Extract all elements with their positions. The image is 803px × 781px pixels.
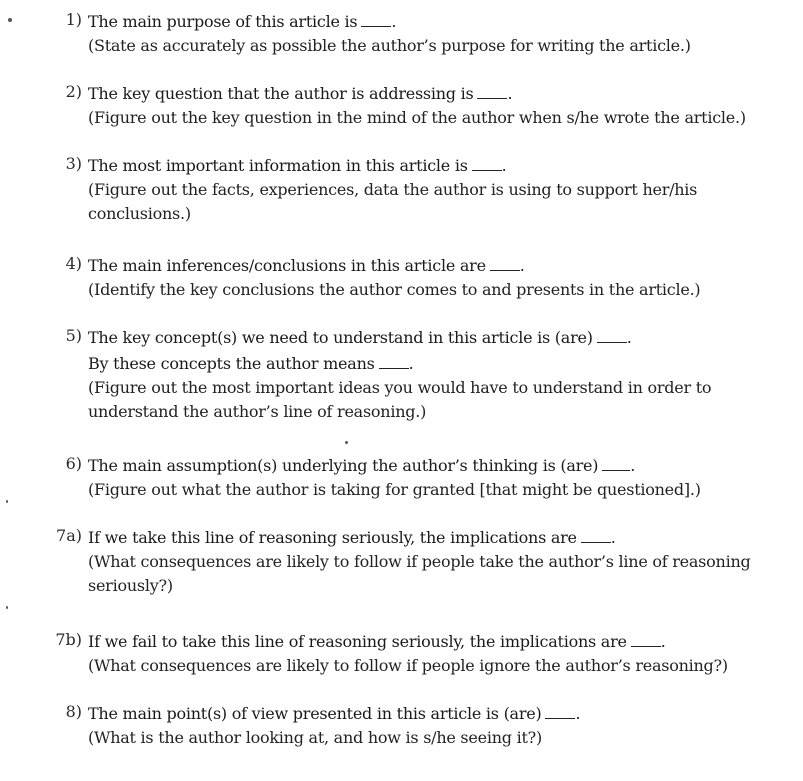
prompt-period: . <box>630 456 636 475</box>
question-prompt: The main purpose of this article is <box>88 12 358 31</box>
prompt-period: . <box>501 156 507 175</box>
question-prompt-line <box>88 700 800 726</box>
question-number: 7a) <box>56 526 82 545</box>
question-prompt: The main point(s) of view presented in this article is (are) <box>88 704 542 723</box>
scan-speck <box>6 500 8 503</box>
question-prompt-2: By these concepts the author means <box>88 354 375 373</box>
question-prompt: The key concept(s) we need to understand in this article is (are) <box>88 328 593 347</box>
scan-speck <box>8 18 12 22</box>
prompt-period: . <box>519 256 525 275</box>
answer-blank[interactable] <box>472 152 502 171</box>
question-hint: (What consequences are likely to follow if people ignore the author’s reasoning?) <box>88 656 728 675</box>
question-hint: (Identify the key conclusions the author comes to and presents in the article.) <box>88 280 701 299</box>
answer-blank[interactable] <box>631 628 661 647</box>
question-prompt-line-2 <box>88 350 800 376</box>
question-number: 7b) <box>55 630 82 649</box>
question-hint: (Figure out what the author is taking for granted [that might be questioned].) <box>88 480 701 499</box>
answer-blank[interactable] <box>490 252 520 271</box>
question-hint: seriously?) <box>88 576 173 595</box>
question-prompt-line <box>88 524 800 550</box>
question-prompt: If we fail to take this line of reasoning seriously, the implications are <box>88 632 627 651</box>
question-prompt: The key question that the author is addressing is <box>88 84 474 103</box>
question-hint: (What is the author looking at, and how is s/he seeing it?) <box>88 728 542 747</box>
prompt-period: . <box>660 632 666 651</box>
question-number: 4) <box>65 254 82 273</box>
question-prompt: If we take this line of reasoning seriously, the implications are <box>88 528 577 547</box>
question-number: 6) <box>65 454 82 473</box>
prompt-period-2: . <box>408 354 414 373</box>
question-number: 5) <box>65 326 82 345</box>
question-prompt-line <box>88 152 800 178</box>
answer-blank[interactable] <box>477 80 507 99</box>
question-hint: (State as accurately as possible the author’s purpose for writing the article.) <box>88 36 691 55</box>
answer-blank[interactable] <box>581 524 611 543</box>
question-number: 1) <box>65 10 82 29</box>
question-number: 3) <box>65 154 82 173</box>
question-hint: conclusions.) <box>88 204 191 223</box>
question-hint: (Figure out the key question in the mind of the author when s/he wrote the article.) <box>88 108 746 127</box>
question-prompt-line <box>88 628 800 654</box>
answer-blank[interactable] <box>361 8 391 27</box>
question-number: 8) <box>65 702 82 721</box>
scan-speck <box>6 606 8 609</box>
prompt-period: . <box>575 704 581 723</box>
question-prompt-line <box>88 80 800 106</box>
question-prompt: The most important information in this article is <box>88 156 468 175</box>
question-prompt-line <box>88 452 800 478</box>
question-number: 2) <box>65 82 82 101</box>
answer-blank[interactable] <box>545 700 575 719</box>
question-hint: (What consequences are likely to follow if people take the author’s line of reasoning <box>88 552 751 571</box>
question-prompt: The main assumption(s) underlying the author’s thinking is (are) <box>88 456 599 475</box>
prompt-period: . <box>626 328 632 347</box>
question-hint: (Figure out the most important ideas you would have to understand in order to <box>88 378 712 397</box>
answer-blank-2[interactable] <box>379 350 409 369</box>
prompt-period: . <box>610 528 616 547</box>
question-prompt-line <box>88 324 800 350</box>
question-prompt-line <box>88 8 800 34</box>
scan-speck <box>345 441 348 444</box>
question-prompt: The main inferences/conclusions in this article are <box>88 256 486 275</box>
answer-blank[interactable] <box>602 452 630 471</box>
question-prompt-line <box>88 252 800 278</box>
prompt-period: . <box>391 12 397 31</box>
prompt-period: . <box>507 84 513 103</box>
question-hint: understand the author’s line of reasoning.) <box>88 402 427 421</box>
question-hint: (Figure out the facts, experiences, data the author is using to support her/his <box>88 180 698 199</box>
answer-blank[interactable] <box>597 324 627 343</box>
